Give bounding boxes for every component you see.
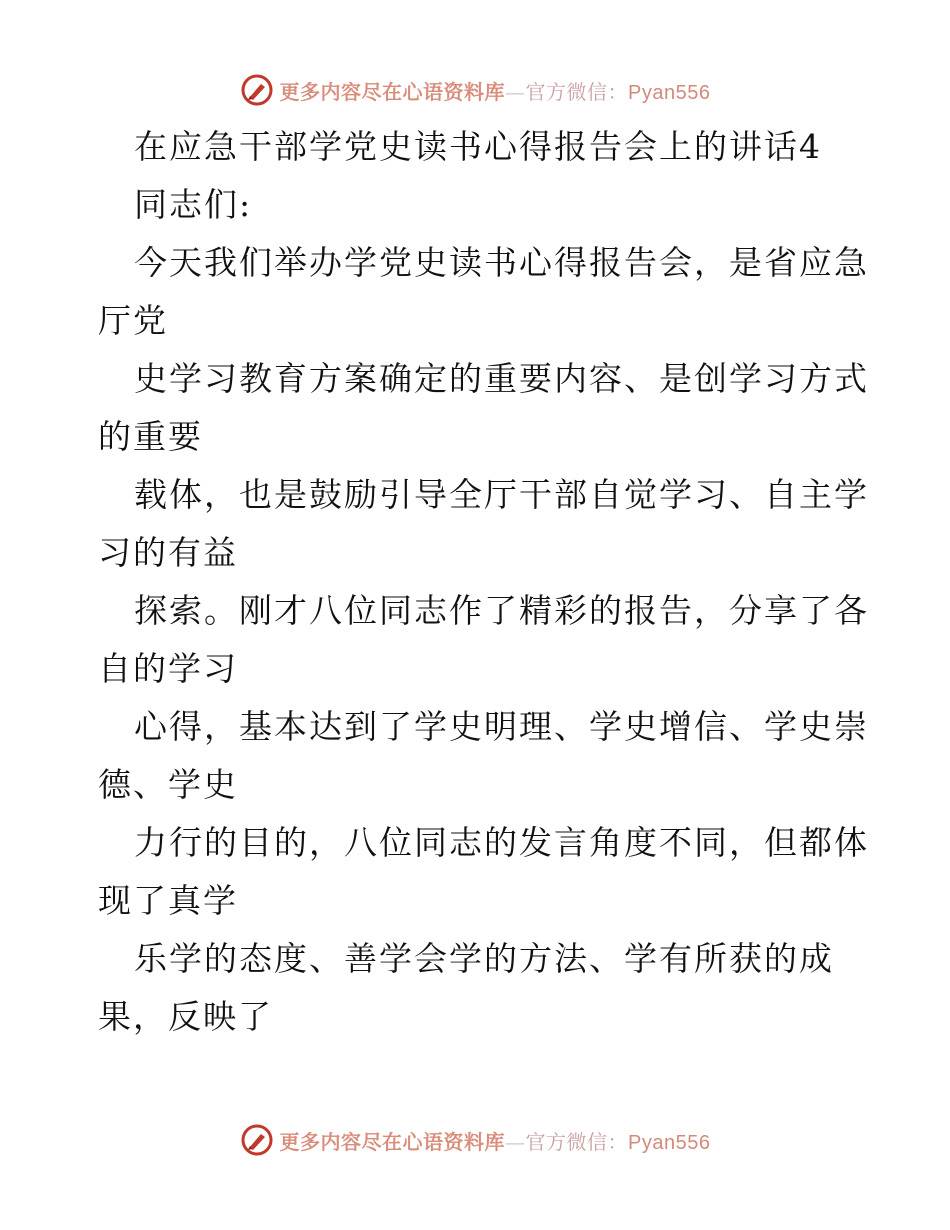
- body-line: 果，反映了: [98, 997, 273, 1036]
- header-banner: [0, 70, 950, 110]
- body-line: 厅党: [98, 301, 168, 340]
- banner-text: [280, 76, 711, 105]
- body-line: 自的学习: [98, 649, 238, 688]
- banner-wechat-id: Pyan556: [628, 81, 711, 104]
- banner-wechat-id: Pyan556: [628, 1131, 711, 1154]
- body-line: 探索。刚才八位同志作了精彩的报告，分享了各: [134, 591, 869, 630]
- document-title: 在应急干部学党史读书心得报告会上的讲话4: [134, 127, 822, 166]
- banner-separator: —: [505, 79, 526, 104]
- body-line: 载体，也是鼓励引导全厅干部自觉学习、自主学: [134, 475, 869, 514]
- pen-logo-icon: [240, 73, 274, 107]
- body-line: 的重要: [98, 417, 203, 456]
- banner-wechat-label: 官方微信：: [525, 1129, 629, 1154]
- footer-banner: [0, 1120, 950, 1160]
- banner-text: [280, 1126, 711, 1155]
- body-line: 乐学的态度、善学会学的方法、学有所获的成: [134, 939, 834, 978]
- body-line: 习的有益: [98, 533, 238, 572]
- banner-prefix: 更多内容尽在心语资料库: [279, 79, 506, 104]
- banner-prefix: 更多内容尽在心语资料库: [279, 1129, 506, 1154]
- salutation: 同志们:: [134, 185, 253, 224]
- body-line: 德、学史: [98, 765, 238, 804]
- body-line: 心得，基本达到了学史明理、学史增信、学史崇: [134, 707, 869, 746]
- body-line: 今天我们举办学党史读书心得报告会，是省应急: [134, 243, 869, 282]
- body-line: 史学习教育方案确定的重要内容、是创学习方式: [134, 359, 869, 398]
- body-line: 现了真学: [98, 881, 238, 920]
- pen-logo-icon: [240, 1123, 274, 1157]
- banner-wechat-label: 官方微信：: [525, 79, 629, 104]
- body-line: 力行的目的，八位同志的发言角度不同，但都体: [134, 823, 869, 862]
- banner-separator: —: [505, 1129, 526, 1154]
